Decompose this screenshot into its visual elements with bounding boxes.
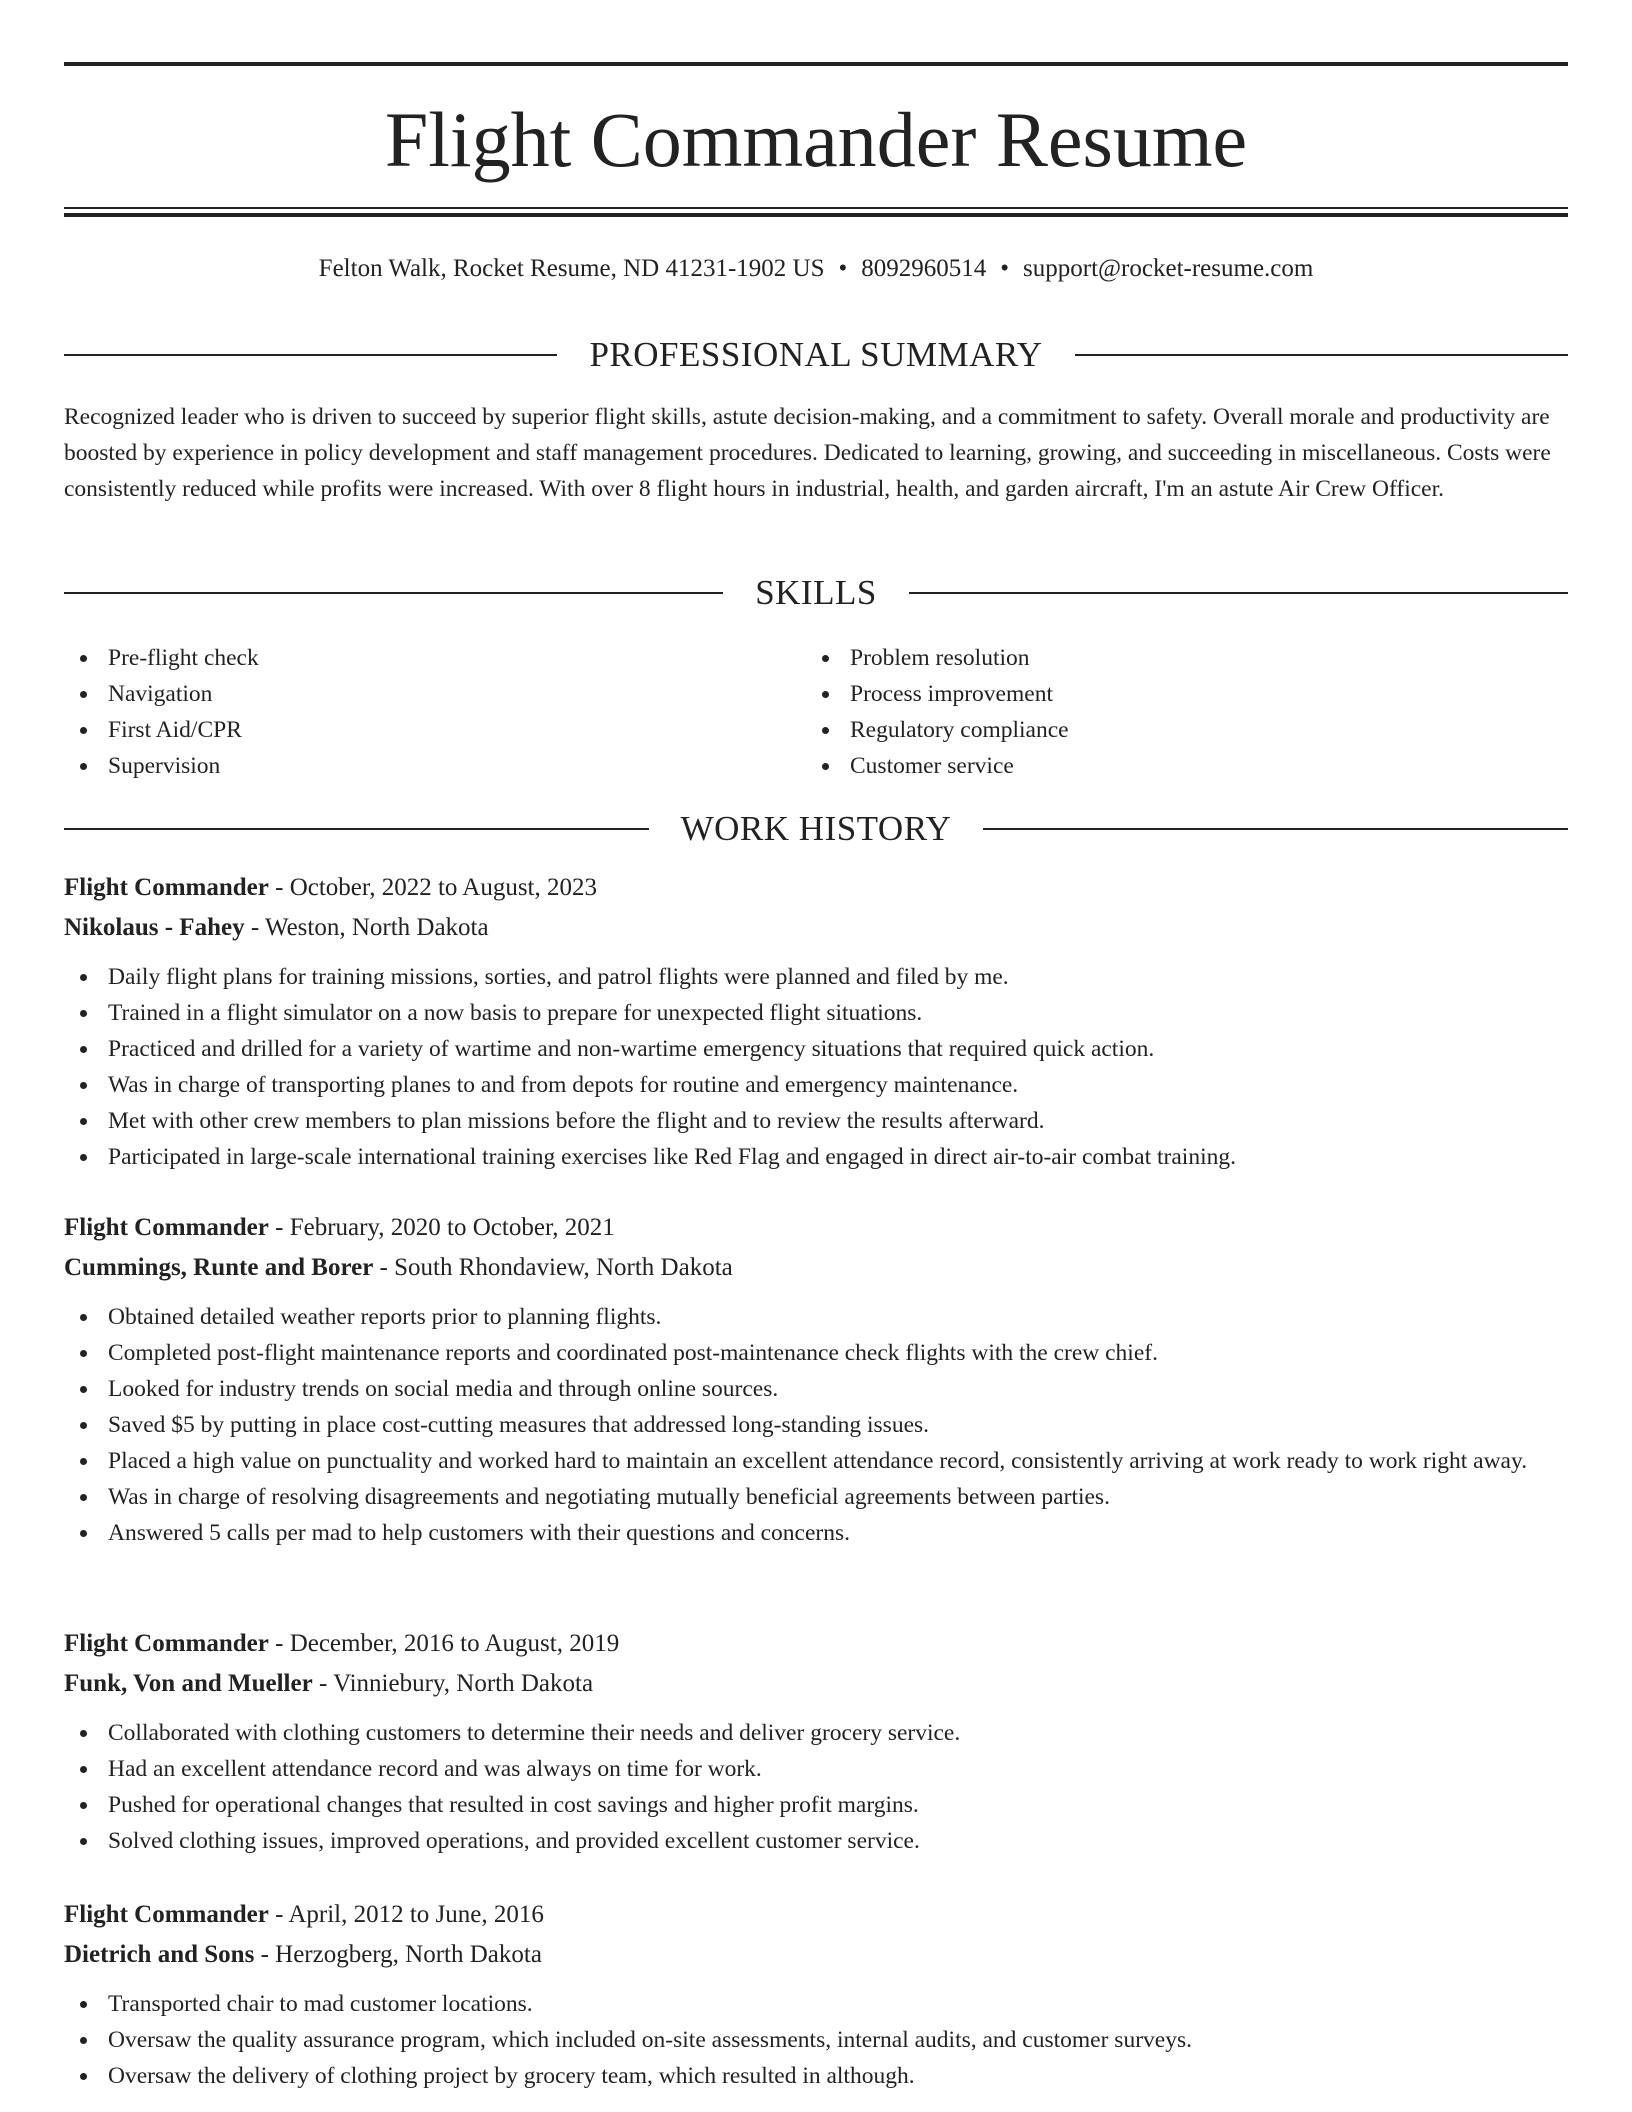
job-duties [64, 1299, 1568, 1551]
job-duty: Participated in large-scale international training exercises like Red Flag and engaged in direct air-to-air combat training. [64, 1139, 1568, 1175]
resume-title: Flight Commander Resume [384, 96, 1248, 183]
job-duty: Had an excellent attendance record and was always on time for work. [64, 1751, 1568, 1787]
summary-heading [64, 332, 1568, 378]
contact-address: Felton Walk, Rocket Resume, ND 41231-1902 US [318, 255, 825, 282]
job-dash: - [268, 1630, 290, 1657]
job-duty: Transported chair to mad customer locations. [64, 1986, 1568, 2022]
job-company-line [64, 1249, 1568, 1287]
skill-item: Pre-flight check [64, 640, 806, 676]
skill-item: Customer service [806, 748, 1548, 784]
skill-item: Problem resolution [806, 640, 1548, 676]
skills-column-left [64, 640, 806, 784]
heading-rule-left [64, 354, 557, 356]
header-double-rule-bottom [64, 213, 1568, 217]
contact-email: support@rocket-resume.com [1023, 255, 1314, 282]
skills-list [64, 640, 1568, 784]
contact-separator: • [838, 255, 848, 282]
job-duties [64, 959, 1568, 1175]
job-title: Flight Commander [64, 1901, 269, 1928]
job-company: Cummings, Runte and Borer [64, 1254, 374, 1281]
job-title: Flight Commander [64, 1630, 269, 1657]
job-title-line [64, 1209, 1568, 1247]
heading-rule-left [64, 592, 723, 594]
job-dash: - [312, 1670, 334, 1697]
work-history-heading-label: WORK HISTORY [680, 809, 952, 848]
job-title: Flight Commander [64, 874, 269, 901]
heading-rule-left [64, 828, 649, 830]
job-duty: Trained in a flight simulator on a now basis to prepare for unexpected flight situations. [64, 995, 1568, 1031]
job-entry [64, 869, 1568, 1175]
skills-column-right [806, 640, 1548, 784]
job-duty: Daily flight plans for training missions, sorties, and patrol flights were planned and filed by me. [64, 959, 1568, 995]
job-location: Weston, North Dakota [264, 914, 489, 941]
contact-line [64, 252, 1568, 286]
header-top-rule [64, 62, 1568, 66]
job-company-line [64, 909, 1568, 947]
job-dash: - [244, 914, 265, 941]
job-dates: April, 2012 to June, 2016 [288, 1901, 544, 1928]
job-duty: Was in charge of transporting planes to and from depots for routine and emergency maintenance. [64, 1067, 1568, 1103]
job-duties [64, 1715, 1568, 1859]
job-duty: Oversaw the quality assurance program, which included on-site assessments, internal audits, and customer surveys. [64, 2022, 1568, 2058]
job-duty: Was in charge of resolving disagreements and negotiating mutually beneficial agreements between parties. [64, 1479, 1568, 1515]
job-entry [64, 1625, 1568, 1859]
skill-item: Regulatory compliance [806, 712, 1548, 748]
job-company: Dietrich and Sons [64, 1941, 255, 1968]
job-dates: October, 2022 to August, 2023 [289, 874, 597, 901]
job-entry [64, 1896, 1568, 2094]
work-history-heading [64, 806, 1568, 852]
job-duty: Practiced and drilled for a variety of wartime and non-wartime emergency situations that required quick action. [64, 1031, 1568, 1067]
skills-heading-label: SKILLS [755, 573, 877, 612]
job-location: Vinniebury, North Dakota [333, 1670, 594, 1697]
job-title-line [64, 1896, 1568, 1934]
job-dash: - [268, 1214, 290, 1241]
job-dash: - [268, 1901, 289, 1928]
job-dash: - [254, 1941, 276, 1968]
job-duty: Met with other crew members to plan missions before the flight and to review the results afterward. [64, 1103, 1568, 1139]
heading-rule-right [983, 828, 1568, 830]
job-duty: Answered 5 calls per mad to help customers with their questions and concerns. [64, 1515, 1568, 1551]
job-duty: Obtained detailed weather reports prior to planning flights. [64, 1299, 1568, 1335]
heading-rule-right [1075, 354, 1568, 356]
job-company: Funk, Von and Mueller [64, 1670, 313, 1697]
summary-heading-label: PROFESSIONAL SUMMARY [589, 335, 1043, 374]
job-duty: Oversaw the delivery of clothing project by grocery team, which resulted in although. [64, 2058, 1568, 2094]
job-company-line [64, 1665, 1568, 1703]
summary-text: Recognized leader who is driven to succeed by superior flight skills, astute decision-making, and a commitment to safety. Overall morale and productivity are boosted by experience in policy development and staff management procedures. Dedicated to learning, growing, and succeeding in miscellaneous. Costs were consistently reduced while profits were increased. With over 8 flight hours in industrial, health, and garden aircraft, I'm an astute Air Crew Officer. [64, 404, 1551, 502]
job-dash: - [373, 1254, 395, 1281]
contact-phone: 8092960514 [861, 255, 987, 282]
job-duty: Placed a high value on punctuality and worked hard to maintain an excellent attendance record, consistently arriving at work ready to work right away. [64, 1443, 1568, 1479]
job-duty: Looked for industry trends on social media and through online sources. [64, 1371, 1568, 1407]
job-duty: Pushed for operational changes that resulted in cost savings and higher profit margins. [64, 1787, 1568, 1823]
contact-separator: • [1000, 255, 1010, 282]
job-dates: December, 2016 to August, 2019 [289, 1630, 620, 1657]
skill-item: First Aid/CPR [64, 712, 806, 748]
job-company-line [64, 1936, 1568, 1974]
job-title-line [64, 1625, 1568, 1663]
heading-rule-right [909, 592, 1568, 594]
job-duty: Collaborated with clothing customers to determine their needs and deliver grocery service. [64, 1715, 1568, 1751]
header-double-rule-top [64, 207, 1568, 209]
job-dates: February, 2020 to October, 2021 [289, 1214, 615, 1241]
skill-item: Navigation [64, 676, 806, 712]
job-dash: - [268, 874, 290, 901]
job-location: Herzogberg, North Dakota [275, 1941, 542, 1968]
skills-heading [64, 570, 1568, 616]
job-title: Flight Commander [64, 1214, 269, 1241]
job-title-line [64, 869, 1568, 907]
job-duty: Completed post-flight maintenance reports and coordinated post-maintenance check flights with the crew chief. [64, 1335, 1568, 1371]
job-company: Nikolaus - Fahey [64, 914, 245, 941]
skill-item: Process improvement [806, 676, 1548, 712]
job-duties [64, 1986, 1568, 2094]
skill-item: Supervision [64, 748, 806, 784]
job-location: South Rhondaview, North Dakota [394, 1254, 733, 1281]
job-entry [64, 1209, 1568, 1551]
job-duty: Solved clothing issues, improved operations, and provided excellent customer service. [64, 1823, 1568, 1859]
job-duty: Saved $5 by putting in place cost-cutting measures that addressed long-standing issues. [64, 1407, 1568, 1443]
